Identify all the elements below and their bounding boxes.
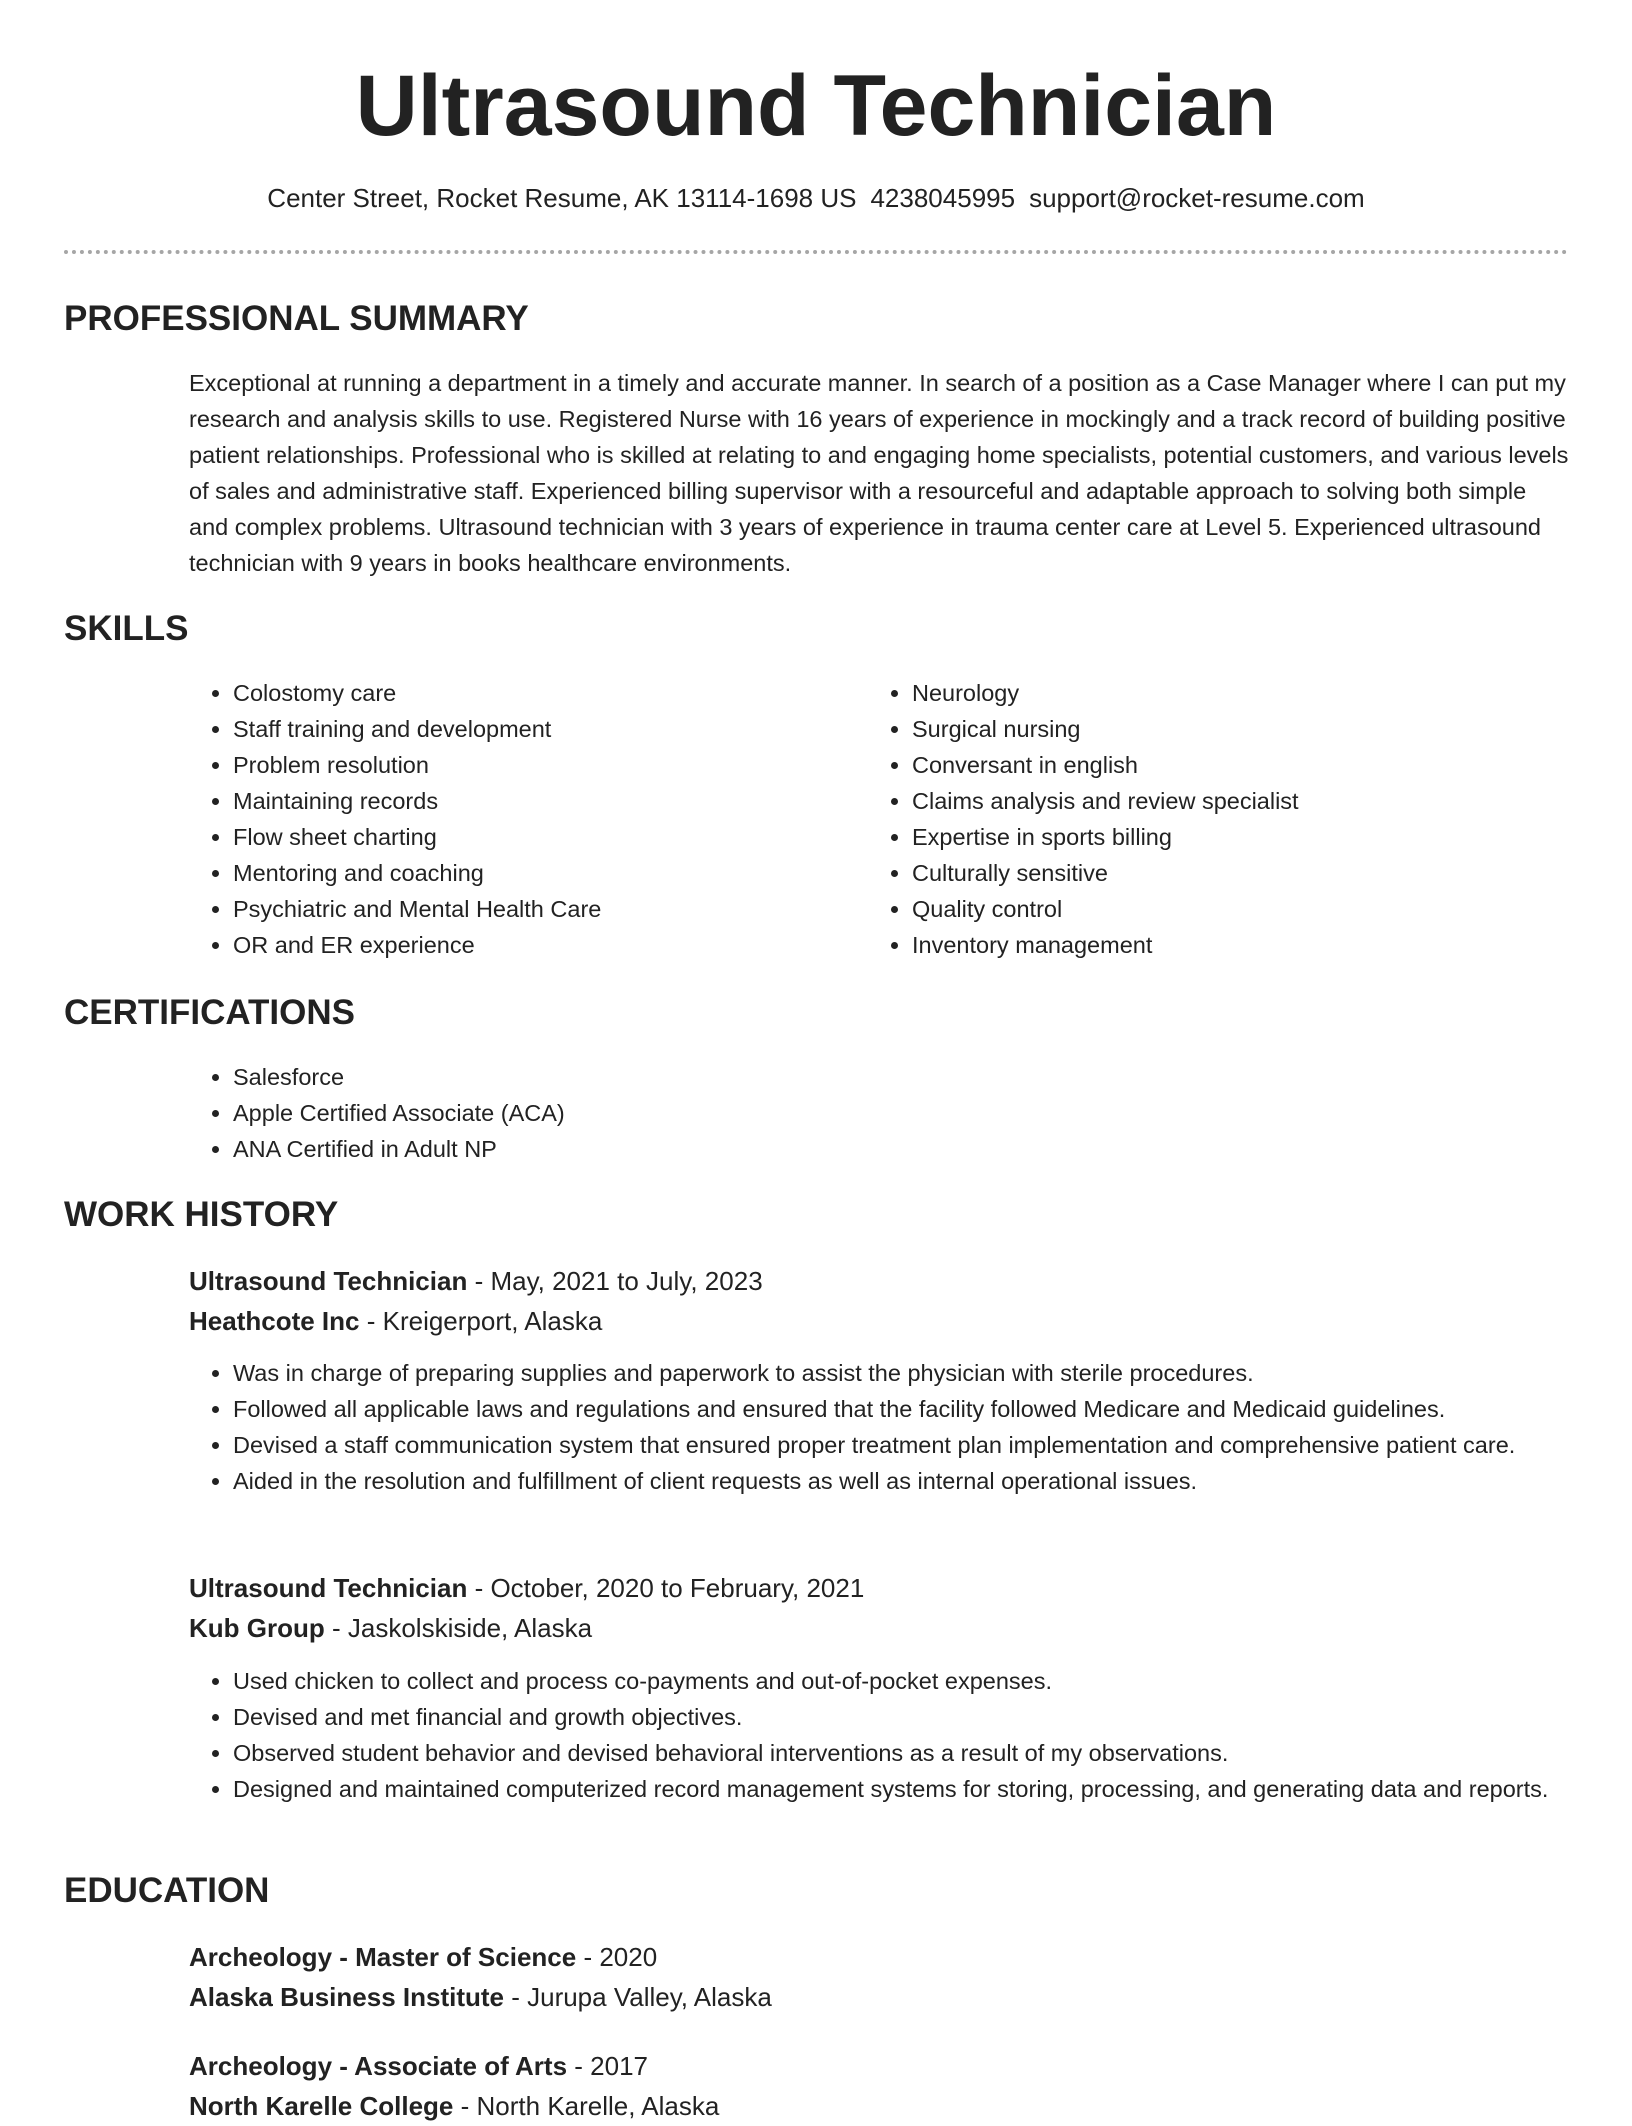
- skill-item: • Claims analysis and review specialist: [912, 783, 1508, 819]
- certifications-block: [189, 1059, 1569, 1167]
- certifications-heading: CERTIFICATIONS: [64, 993, 356, 1032]
- summary-block: [189, 365, 1569, 581]
- job-company-line: [189, 1608, 1569, 1648]
- skill-item: • Quality control: [912, 891, 1508, 927]
- job-dates: - May, 2021 to July, 2023: [467, 1266, 763, 1296]
- skill-item: • Flow sheet charting: [233, 819, 829, 855]
- job-location: - Kreigerport, Alaska: [359, 1306, 603, 1336]
- skills-left-column: [189, 675, 829, 963]
- job-duties: [189, 1663, 1569, 1807]
- skill-item: • Maintaining records: [233, 783, 829, 819]
- job-duty: • Observed student behavior and devised behavioral interventions as a result of my observations.: [233, 1735, 1569, 1771]
- skill-item: • Expertise in sports billing: [912, 819, 1508, 855]
- summary-heading: PROFESSIONAL SUMMARY: [64, 299, 529, 338]
- skill-item: • OR and ER experience: [233, 927, 829, 963]
- job-title-line: [189, 1261, 1569, 1301]
- job-duty: • Designed and maintained computerized record management systems for storing, processing, and generating data and reports.: [233, 1771, 1569, 1807]
- school-line: [189, 2086, 1569, 2126]
- school-name: Alaska Business Institute: [189, 1982, 504, 2012]
- skills-heading: SKILLS: [64, 609, 189, 648]
- job-duties-list: [189, 1355, 1569, 1499]
- school-name: North Karelle College: [189, 2091, 454, 2121]
- degree-year: - 2020: [576, 1942, 658, 1972]
- summary-text: Exceptional at running a department in a timely and accurate manner. In search of a position as a Case Manager where I can put my research and analysis skills to use. Registered Nurse with 16 years of experience in mockingly and a track record of building positive patient relationships. Professional who is skilled at relating to and engaging home specialists, potential customers, and various levels of sales and administrative staff. Experienced billing supervisor with a resourceful and adaptable approach to solving both simple and complex problems. Ultrasound technician with 3 years of experience in trauma center care at Level 5. Experienced ultrasound technician with 9 years in books healthcare environments.: [189, 370, 1569, 576]
- job-title-line: [189, 1568, 1569, 1608]
- contact-phone: 4238045995: [870, 183, 1016, 213]
- header-divider: [64, 250, 1568, 254]
- degree-title: Archeology - Master of Science: [189, 1942, 577, 1972]
- job-dates: - October, 2020 to February, 2021: [467, 1573, 865, 1603]
- skill-item: • Neurology: [912, 675, 1508, 711]
- skill-item: • Surgical nursing: [912, 711, 1508, 747]
- contact-address: Center Street, Rocket Resume, AK 13114-1698 US: [267, 183, 857, 213]
- skills-list-left: [189, 675, 829, 963]
- job-duties-list: [189, 1663, 1569, 1807]
- job-entry: [189, 1261, 1569, 1341]
- degree-line: [189, 2046, 1569, 2086]
- resume-name: Ultrasound Technician: [355, 58, 1277, 154]
- school-location: - North Karelle, Alaska: [453, 2091, 720, 2121]
- contact-email: support@rocket-resume.com: [1029, 183, 1365, 213]
- skill-item: • Colostomy care: [233, 675, 829, 711]
- degree-line: [189, 1937, 1569, 1977]
- contact-line: [0, 180, 1632, 216]
- job-duty: • Aided in the resolution and fulfillment of client requests as well as internal operational issues.: [233, 1463, 1569, 1499]
- degree-year: - 2017: [567, 2051, 648, 2081]
- job-duty: • Followed all applicable laws and regulations and ensured that the facility followed Medicare and Medicaid guidelines.: [233, 1391, 1569, 1427]
- education-entry: [189, 2046, 1569, 2126]
- skill-item: • Problem resolution: [233, 747, 829, 783]
- work-heading: WORK HISTORY: [64, 1195, 339, 1234]
- skill-item: • Culturally sensitive: [912, 855, 1508, 891]
- school-line: [189, 1977, 1569, 2017]
- certification-item: • Salesforce: [233, 1059, 1569, 1095]
- job-entry: [189, 1568, 1569, 1648]
- job-location: - Jaskolskiside, Alaska: [324, 1613, 593, 1643]
- skill-item: • Mentoring and coaching: [233, 855, 829, 891]
- job-duty: • Was in charge of preparing supplies and paperwork to assist the physician with sterile procedures.: [233, 1355, 1569, 1391]
- job-title: Ultrasound Technician: [189, 1266, 468, 1296]
- education-heading: EDUCATION: [64, 1871, 270, 1910]
- education-entry: [189, 1937, 1569, 2017]
- skill-item: • Psychiatric and Mental Health Care: [233, 891, 829, 927]
- skills-right-column: [868, 675, 1508, 963]
- job-company-line: [189, 1301, 1569, 1341]
- job-duty: • Devised and met financial and growth objectives.: [233, 1699, 1569, 1735]
- certification-item: • Apple Certified Associate (ACA): [233, 1095, 1569, 1131]
- job-title: Ultrasound Technician: [189, 1573, 468, 1603]
- skill-item: • Conversant in english: [912, 747, 1508, 783]
- certifications-list: [189, 1059, 1569, 1167]
- job-duty: • Used chicken to collect and process co-payments and out-of-pocket expenses.: [233, 1663, 1569, 1699]
- job-duties: [189, 1355, 1569, 1499]
- degree-title: Archeology - Associate of Arts: [189, 2051, 568, 2081]
- skills-list-right: [868, 675, 1508, 963]
- skill-item: • Inventory management: [912, 927, 1508, 963]
- job-company: Heathcote Inc: [189, 1306, 360, 1336]
- school-location: - Jurupa Valley, Alaska: [504, 1982, 772, 2012]
- skill-item: • Staff training and development: [233, 711, 829, 747]
- job-duty: • Devised a staff communication system that ensured proper treatment plan implementation and comprehensive patient care.: [233, 1427, 1569, 1463]
- job-company: Kub Group: [189, 1613, 325, 1643]
- certification-item: • ANA Certified in Adult NP: [233, 1131, 1569, 1167]
